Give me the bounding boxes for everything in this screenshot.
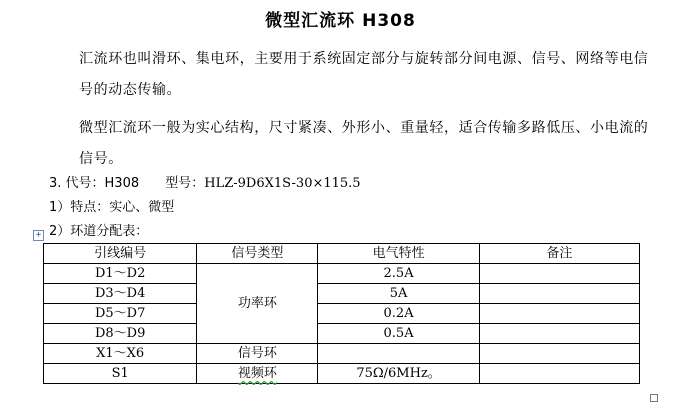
cell-lead: D5～D7 [44, 304, 197, 324]
table-resize-handle-icon[interactable] [650, 394, 658, 402]
table-move-handle-icon[interactable]: + [33, 230, 44, 241]
cell-note [479, 364, 639, 384]
structure-text: 微型汇流环一般为实心结构，尺寸紧凑、外形小、重量轻，适合传输多路低压、小电流的信号。 [79, 120, 649, 167]
cell-lead: D3～D4 [44, 284, 197, 304]
header-note: 备注 [479, 244, 639, 264]
cell-electrical [318, 344, 480, 364]
cell-lead: X1～X6 [44, 344, 197, 364]
table-row [44, 304, 640, 324]
cell-type: 视频环 [197, 364, 318, 384]
cell-electrical: 0.5A [318, 324, 480, 344]
table-row [44, 344, 640, 364]
cell-note [479, 284, 639, 304]
table-intro-line: 2）环道分配表： [49, 224, 149, 239]
cell-note [479, 344, 639, 364]
table-row [44, 364, 640, 384]
structure-paragraph [49, 113, 649, 175]
features-line: 1）特点：实心、微型 [49, 200, 175, 215]
product-code: 3. 代号：H308 [49, 176, 140, 191]
cell-electrical: 2.5A [318, 264, 480, 284]
document-title: 微型汇流环 H308 [265, 11, 416, 31]
header-electrical: 电气特性 [318, 244, 480, 264]
cell-note [479, 304, 639, 324]
cell-lead: D8～D9 [44, 324, 197, 344]
header-type: 信号类型 [197, 244, 318, 264]
cell-note [479, 264, 639, 284]
cell-electrical: 75Ω/6MHz。 [318, 364, 480, 384]
table-row [44, 284, 640, 304]
cell-type-power: 功率环 [197, 264, 318, 344]
cell-lead: S1 [44, 364, 197, 384]
table-row [44, 324, 640, 344]
cell-electrical: 0.2A [318, 304, 480, 324]
intro-text: 汇流环也叫滑环、集电环，主要用于系统固定部分与旋转部分间电源、信号、网络等电信号的动态传输。 [79, 51, 649, 98]
cell-electrical: 5A [318, 284, 480, 304]
product-model: 型号：HLZ-9D6X1S-30×115.5 [165, 176, 361, 191]
intro-paragraph [49, 44, 649, 106]
ring-allocation-table [43, 243, 640, 384]
table-row [44, 264, 640, 284]
code-line [49, 174, 361, 194]
cell-note [479, 324, 639, 344]
table-header-row [44, 244, 640, 264]
cell-lead: D1～D2 [44, 264, 197, 284]
cell-type: 信号环 [197, 344, 318, 364]
header-lead: 引线编号 [44, 244, 197, 264]
